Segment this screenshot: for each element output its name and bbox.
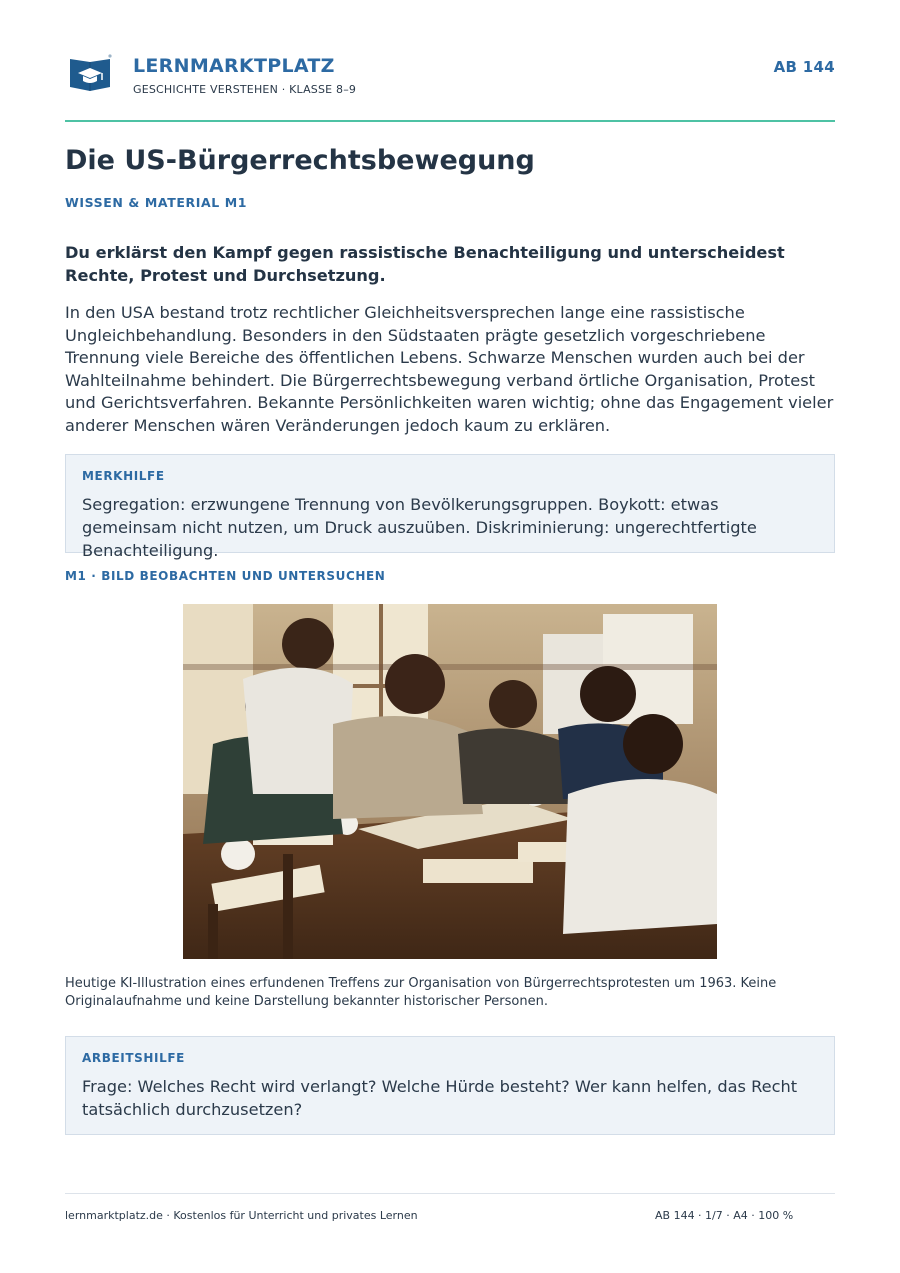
image-caption: Heutige KI-Illustration eines erfundenen Treffens zur Organisation von Bürgerrechtsprotesten um 1963. Keine Originalaufnahme und keine Darstellung bekannter historischer Personen. (65, 976, 777, 1009)
section-label: WISSEN & MATERIAL M1 (65, 195, 248, 210)
footer-site-info: lernmarktplatz.de · Kostenlos für Unterricht und privates Lernen (65, 1209, 418, 1222)
arbeitshilfe-box (65, 1036, 835, 1135)
learning-goal: Du erklärst den Kampf gegen rassistische Benachteiligung und unterscheidest Rechte, Protest und Durchsetzung. (65, 243, 785, 285)
graduation-cap-book-icon (67, 53, 113, 93)
arbeitshilfe-text: Frage: Welches Recht wird verlangt? Welche Hürde besteht? Wer kann helfen, das Recht tatsächlich durchzusetzen? (82, 1077, 798, 1119)
merkhilfe-text: Segregation: erzwungene Trennung von Bevölkerungsgruppen. Boykott: etwas gemeinsam nicht nutzen, um Druck auszuüben. Diskriminierung: ungerechtfertigte Benachteiligung. (82, 495, 757, 560)
footer-page-info: AB 144 · 1/7 · A4 · 100 % (655, 1209, 794, 1222)
page-title: Die US-Bürgerrechtsbewegung (65, 145, 535, 176)
meeting-illustration-graphic (183, 604, 717, 959)
merkhilfe-box (65, 454, 835, 560)
arbeitshilfe-label: ARBEITSHILFE (82, 1051, 185, 1065)
material-label: M1 · BILD BEOBACHTEN UND UNTERSUCHEN (65, 569, 386, 583)
meeting-illustration (183, 604, 717, 959)
intro-text: In den USA bestand trotz rechtlicher Gleichheitsversprechen lange eine rassistische Ungleichbehandlung. Besonders in den Südstaaten prägte gesetzlich vorgeschriebene Trennung viele Bereiche des öffentlichen Lebens. Schwarze Menschen wurden auch bei der Wahlteilnahme behindert. Die Bürgerrechtsbewegung verband örtliche Organisation, Protest und Gerichtsverfahren. Bekannte Persönlichkeiten waren wichtig; ohne das Engagement vieler anderer Menschen wären Veränderungen jedoch kaum zu erklären. (65, 303, 834, 435)
sheet-number: AB 144 (773, 58, 835, 76)
page-header (65, 50, 835, 100)
brand-name: LERNMARKTPLATZ (133, 55, 335, 77)
merkhilfe-label: MERKHILFE (82, 469, 165, 483)
brand-subtitle: GESCHICHTE VERSTEHEN · KLASSE 8–9 (133, 83, 357, 96)
footer-divider (65, 1193, 835, 1194)
header-divider (65, 120, 835, 122)
